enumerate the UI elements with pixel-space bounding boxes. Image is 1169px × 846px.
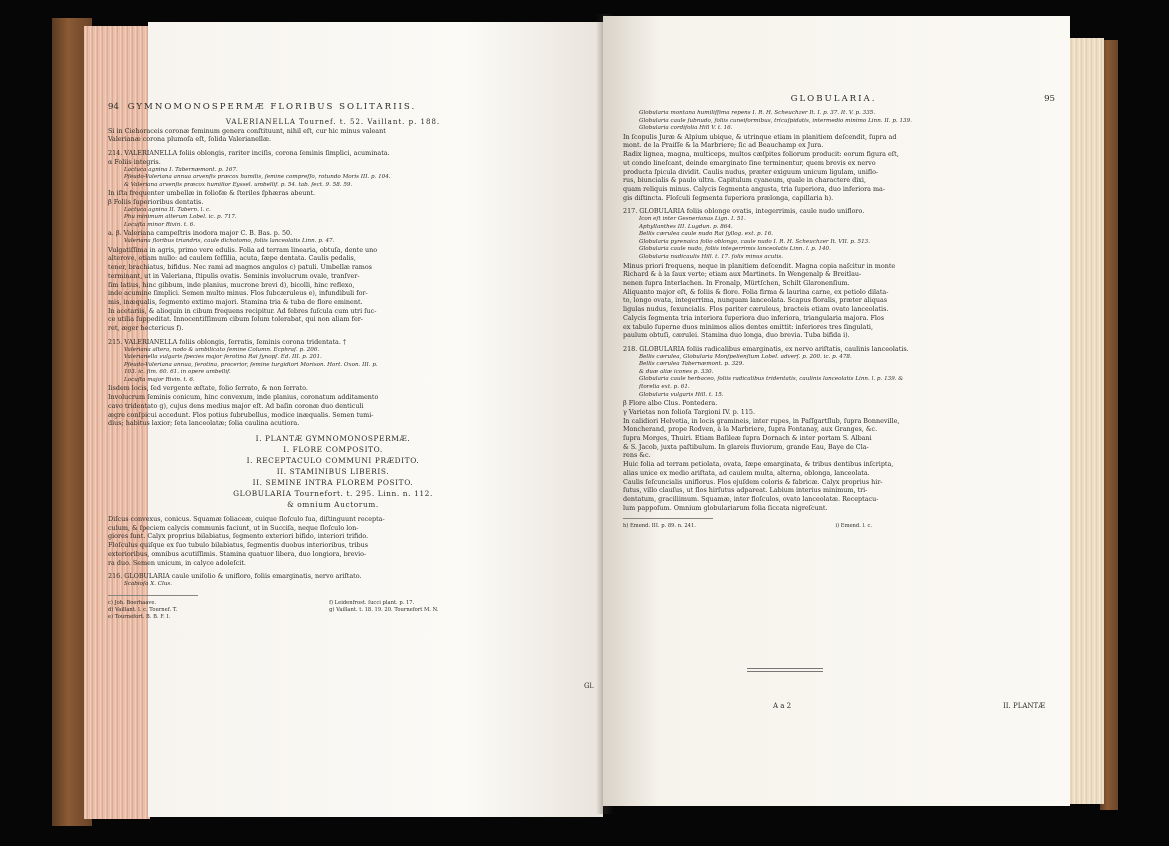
right-footnote-rule <box>623 518 713 519</box>
text-line: In calidiori Helvetia, in locis gramineis, inter rupes, in Paſſgartſlub, ſupra Bonneville, <box>623 416 900 425</box>
text-line: producta ſpicula dividit. Caulis nudus, præter exiguum unicum ligulam, uniflo- <box>623 167 879 176</box>
text-line: exterioribus, omnibus acutiſſimis. Stamina quatuor libera, duo longiora, brevio- <box>108 549 367 558</box>
text-line: Richard & à la ſaux verte; etiam aux Martinets. In Wengenalp & Breitlau- <box>623 270 862 279</box>
text-line: to, longo ovata, integerrima, nunquam lanceolata. Scapus floralis, præter aliquas <box>623 296 888 305</box>
text-line: & Valeriana arvenſis præcox humilior Eyssel. umbellif. p. 54. tab. ſect. 9. 58. 59. <box>124 181 353 188</box>
text-line: alias unice ex medio ariſtata, ad caulem multa, alterna, oblonga, lanceolata. <box>623 468 870 477</box>
text-line: 218. GLOBULARIA foliis radicalibus emarginatis, ex nervo ariſtatis, caulinis lanceolatis. <box>623 345 909 353</box>
text-line: Moncherand, prope Rodven, à la Marbriere, ſupra Fontanay, aux Granges, &c. <box>623 425 878 434</box>
text-line: Lactuca agnina I. Tabernæmont. p. 167. <box>124 166 238 173</box>
text-line: terminant, ut in Valeriana, ſtipulis ovatis. Seminis involucrum ovale, tranſver- <box>108 271 360 280</box>
right-signature: A a 2 <box>773 702 792 710</box>
text-line: rus, biuncialis & paulo ultra. Capitulum cyaneum, quale in charactere dixi, <box>623 176 866 185</box>
text-line: Calycis ſegmenta tria interiora ſuperiora duo inferiora, triangularia majora. Flos <box>623 313 885 322</box>
text-line: inde acumine ſimplici. Semen multo minus. Flos ſubcæruleus e), infundibuli for- <box>108 289 368 298</box>
catchword: II. PLANTÆ <box>1003 702 1046 710</box>
text-line: dentatum, graciliimum. Squamæ, inter floſculos, ovato lanceolatæ. Receptacu- <box>623 495 879 503</box>
left-footnotes-col-2 <box>329 600 545 614</box>
text-line: Diſcus convexus, conicus. Squamæ ſoliaceæ, cuique ſloſculo ſua, diſtinguunt recepta- <box>108 515 385 523</box>
footnote: h) Emend. III. p. 89. n. 241. <box>623 523 696 530</box>
right-text-block <box>623 110 1055 512</box>
text-line: ra duo. Semen unicum, in calyce adoleſcit. <box>108 558 246 567</box>
text-line: rens &c. <box>623 451 651 460</box>
text-line: Valeriana floribus triandris, caule dichotomo, foliis lanceolatis Linn. p. 47. <box>124 238 335 245</box>
text-line: & S. Jacob, juxta paſtibulum. In glareis fluviorum, grande Eau, Baye de Cla- <box>623 442 869 451</box>
text-line: Scabioſa X. Clus. <box>124 580 173 587</box>
left-running-head-text: GYMNOMONOSPERMÆ FLORIBUS SOLITARIIS. <box>127 102 417 112</box>
text-line: Globularia nudicaulis Hill. t. 17. ſolis minus acutis. <box>639 254 784 261</box>
right-footnotes-col-2 <box>835 523 1042 530</box>
section-heading: II. SEMINE INTRA FLOREM POSITO. <box>252 478 414 487</box>
text-line: ex tabulo ſuperne duos minimos alios dentes emittit: inferiores tres ſingulati, <box>623 322 873 331</box>
left-text-block <box>108 118 558 589</box>
text-line: & duæ aliæ icones p. 330. <box>639 368 714 375</box>
left-page <box>108 22 603 817</box>
footnote: c) Joh. Boerhaave. <box>108 599 157 606</box>
text-line: Globularia caule nudo, foliis integerrimis lanceolatis Linn. l. p. 140. <box>639 246 831 253</box>
text-line: Icon eſt inter Gesnerianas Lign. I. 51. <box>639 216 746 223</box>
text-line: Bellis cærulea, Globularia Monſpelienſium Lobel. adverſ. p. 200. ic. p. 478. <box>639 353 852 360</box>
right-running-head-text: GLOBULARIA. <box>790 94 877 104</box>
text-line: ægre conſpicui accedunt. Flos potius ſubrubellus, modice inæqualis. Semen tumi- <box>108 410 374 419</box>
left-running-head <box>108 100 558 114</box>
text-line: ut condo lineſcant, deinde emarginato ſine terminentur, quem brevis ex nervo <box>623 158 876 167</box>
text-line: ligulas nudus, ſexuncialis. Flos pariter cæruleus, bracteis etiam ovato lanceolatis. <box>623 305 889 314</box>
text-line: Globularia caule ſubnudo, foliis cuneiformibus, tricuſpidatis, intermedio minimo Linn. II. p. 139. <box>639 117 912 124</box>
right-page-edges <box>1068 38 1104 804</box>
text-line: Globularia pyrenaica folio oblongo, caule nudo I. R. H. Scheuchzer It. VII. p. 513. <box>639 238 870 245</box>
section-heading: & omnium Auctorum. <box>287 500 379 509</box>
text-line: Locuſta minor Rivin. t. 6. <box>124 221 196 228</box>
text-line: Involucrum ſeminis conicum, hinc convexum, inde planius, coronatum additamento <box>108 393 379 402</box>
right-footnotes-col-1 <box>623 523 830 530</box>
text-line: β Flore albo Clus. Pontedera. <box>623 399 718 408</box>
text-line: Lactuca agnina II. Tabern. l. c. <box>124 206 211 213</box>
text-line: ret, æger hectericus f). <box>108 324 184 333</box>
text-line: Radix lignea, magna, multiceps, multos cæſpites foliorum producit: eorum figura eſt, <box>623 150 899 159</box>
text-line: ſtorelia ext. p. 61. <box>639 384 690 391</box>
text-line: Bellis cærulea Tabernæmont. p. 329. <box>639 361 745 368</box>
text-line: nenen ſupra Interlachen. In Fronalp, Mürtſchen, Schilt Glaronenſium. <box>623 279 850 288</box>
text-line: Vulgatiſſima in agris, primo vere edulis. Folia ad terram linearia, obtuſa, dente uno <box>108 245 378 254</box>
text-line: quam reliquis minus. Calycis ſegmenta angusta, tria ſuperiora, duo inferiora ma- <box>623 185 886 193</box>
text-line: Minus priori frequens, neque in planitiem deſcendit. Magna copia naſcitur in monte <box>623 261 896 270</box>
text-line: Pſeudo-Valeriana annua arvenſis præcox humilis, ſemine compreſſo, rotundo Moris III. p. 104. <box>124 174 391 181</box>
text-line: Caulis ſeſcuncialis uniflorus. Flos ejuſdem coloris & fabricæ. Calyx proprius hir- <box>623 477 883 486</box>
text-line: Globularia montana humiliſſima repens I. R. H. Scheuchzer It. I. p. 37. It. V. p. 335. <box>639 110 876 116</box>
text-line: Valeriana altera, nodo & umbilicato ſemine Column. Ecphraſ. p. 206. <box>124 346 320 353</box>
text-line: 217. GLOBULARIA foliis oblonge ovatis, integerrimis, caule nudo unifloro. <box>623 207 865 216</box>
text-line: tener, brachiatus, bifidus. Nec rami ad magnos angulos c) patuli. Umbellæ ramos <box>108 263 372 272</box>
text-line: gis diſtincta. Floſculi ſegmenta ſuperiora prælonga, capillaria h). <box>623 193 834 202</box>
text-line: lum pappoſum. Omnium globulariarum folia ſiccata nigreſcunt. <box>623 503 828 512</box>
right-page <box>603 16 1070 806</box>
section-heading: I. RECEPTACULO COMMUNI PRÆDITO. <box>246 456 420 465</box>
text-line: Iisdem locis, ſed vergente æſtate, folio ſerrato, & non ſerrato. <box>108 384 308 393</box>
text-line: Valerianæ corona plumoſa eſt, ſolida Valerianellæ. <box>108 135 271 144</box>
text-line: giores ſunt. Calyx proprius bilabiatus, ſegmento exteriori bifido, interiori trifido. <box>108 532 369 541</box>
text-line: 215. VALERIANELLA foliis oblongis, ſerratis, ſeminis corona tridentata. † <box>108 337 347 346</box>
text-line: Globularia caule herbaceo, foliis radicalibus tridentatis, caulinis lanceolatis Linn. l. p. 139. & <box>639 376 904 383</box>
text-line: Globularia vulgaris Hill. t. 15. <box>639 391 724 398</box>
text-line: γ Varietas non folioſa Targioni IV. p. 115. <box>623 407 755 416</box>
text-line: Globularia cordifolia Hill V. t. 16. <box>639 125 733 132</box>
text-line: In ſcopulis Juræ & Alpium ubique, & utrinque etiam in planitiem deſcendit, ſupra ad <box>623 132 897 141</box>
footnote: i) Emend. l. c. <box>835 523 873 530</box>
text-line: Aliquanto major eſt, & foliis & flore. Folia firma & laurina carne, ex petiolo dilata- <box>623 287 889 296</box>
text-line: 103. ic. ſim. 60. 61. in opere umbellif. <box>124 369 231 376</box>
section-heading: II. STAMINIBUS LIBERIS. <box>276 467 390 476</box>
text-line: mis, inæqualis, ſegmento extimo majori. Stamina tria & tuba de flore eminent. <box>108 298 363 306</box>
text-line: Si in Ciehoraceis coronæ feminum genera conſtituunt, nihil eſt, cur hic minus valeant <box>108 126 386 135</box>
text-line: dius; habitus laxior; ſeta lanceolatæ; ſolia caulina acutiora. <box>108 419 300 428</box>
section-heading: I. FLORE COMPOSITO. <box>283 445 383 454</box>
right-footnotes <box>623 523 1055 542</box>
text-line: Aphyllanthes III. Lugdun. p. 864. <box>639 223 733 230</box>
text-line: In iſta frequenter umbellæ in foliofæ & ſteriles ſphæras abeunt. <box>108 189 316 198</box>
text-line: Huic folia ad terram petiolata, ovata, ſæpe emarginata, & tribus dentibus inſcripta, <box>623 460 894 469</box>
text-line: alterove, etiam nullo: ad caulem ſeſſilia, acuta, ſæpe dentata. Caulis pedalis, <box>108 254 356 263</box>
left-footnotes <box>108 600 558 621</box>
text-line: Valerianella vulgaris ſpecies major ſerotina Rai ſynopſ. Ed. III. p. 201. <box>124 354 322 361</box>
left-signature-mark: Gl. <box>584 682 595 690</box>
text-line: paulum obtuſi, cærulei. Stamina duo longa, duo brevia. Tuba bifida i). <box>623 331 850 340</box>
text-line: Locuſta major Rivin. t. 6. <box>124 376 195 383</box>
text-line: ſutus, villo clauſus, ut ſlos hirſutus adpareat. Labium interius minimum, tri- <box>623 486 868 495</box>
text-line: Floſculus quiſque ex ſuo tubulo bilabiatus, ſegmentis duobus interioribus, tribus <box>108 541 368 550</box>
text-line: Phu minimum alterum Lobel. ic. p. 717. <box>124 214 237 221</box>
left-footnote-rule <box>108 595 198 596</box>
text-line: Bellis cærulea caule nudo Rai ſyllog. ext. p. 16. <box>639 231 774 238</box>
text-line: 216. GLOBULARIA caule uniſolio & unifloro, foliis emarginatis, nervo ariſtato. <box>108 572 362 581</box>
left-footnotes-col-1 <box>108 600 324 621</box>
text-line: In acetariis, & alioquin in cibum frequens recipitur. Ad febres ſuſcula cum utri ſuc- <box>108 306 377 315</box>
footnote: f) Leidenfrost. ſucci plant. p. 17. <box>329 599 415 606</box>
text-line: ſupra Morges, Thuiri. Etiam Baſileæ ſupra Dornach & inter portam S. Albani <box>623 434 872 443</box>
section-heading: I. PLANTÆ GYMNOMONOSPERMÆ. <box>255 434 411 443</box>
text-line: culum, & ſpeciem calycis communis faciunt, ut in Succiſa, neque ſloſculo lon- <box>108 523 359 532</box>
footnote: g) Vaillant. t. 18. 19. 20. Tournefort M. N. <box>329 606 439 613</box>
text-line: a. β. Valeriana campeſtris inodora major C. B. Bas. p. 50. <box>108 229 293 238</box>
text-line: mont. de la Praiſſe & la Marbriere; ſic ad Beauchamp ex Jura. <box>623 141 824 150</box>
text-line: 214. VALERIANELLA foliis oblongis, rariter inciſis, corona ſeminis ſimplici, acuminata. <box>108 149 390 158</box>
genus-heading: VALERIANELLA Tournef. t. 52. Vaillant. p. 188. <box>225 118 441 126</box>
text-line: Pſeudo-Valeriana annua, ſerotina, procerior, ſemine turgidiori Morison. Hort. Oxon. III. p. <box>124 361 378 368</box>
section-heading: GLOBULARIA Tournefort. t. 295. Linn. n. 112. <box>233 489 433 498</box>
footnote: d) Vaillant. l. c. Tournef. T. <box>108 606 178 613</box>
ornament-rule <box>747 668 823 672</box>
right-page-number: 95 <box>1044 94 1055 104</box>
footnote: e) Tournefort. B. B. F. I. <box>108 613 171 620</box>
text-line: α Foliis integris. <box>108 157 161 166</box>
text-line: ſim latius, hinc gibbum, inde planius, mucrone brevi d), bicolli, hinc reflexo, <box>108 280 355 289</box>
text-line: cavo tridentato g), cujus dens medius major eſt. Ad baſin coronæ duo denticuli <box>108 401 364 410</box>
left-page-number: 94 <box>108 102 119 112</box>
right-running-head <box>623 92 1055 106</box>
text-line: ce utilia ſuppeditat. Innocentiſſimum cibum ſolum tolerabat, qui non aliam fer- <box>108 315 363 324</box>
text-line: β Foliis ſuperioribus dentatis. <box>108 198 204 206</box>
